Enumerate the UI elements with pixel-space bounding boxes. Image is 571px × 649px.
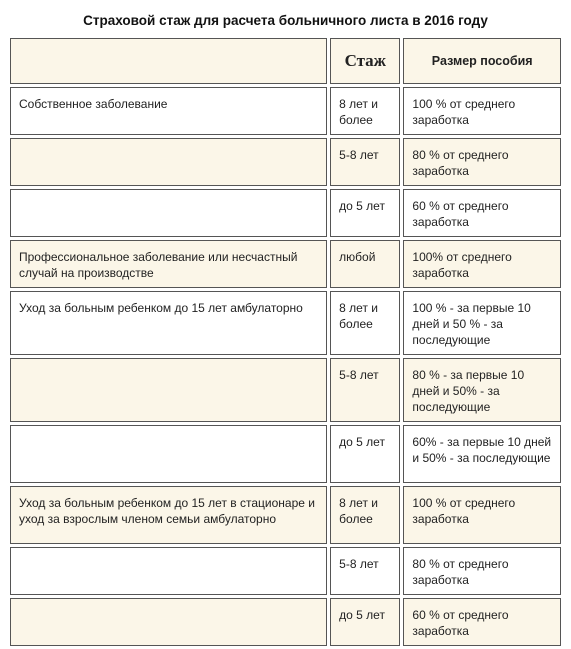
stazh-cell: 8 лет и более xyxy=(330,486,400,544)
stazh-cell: 5-8 лет xyxy=(330,138,400,186)
amount-cell: 100% от среднего заработка xyxy=(403,240,561,288)
table-row xyxy=(10,425,561,483)
table-row xyxy=(10,547,561,595)
condition-cell: Уход за больным ребенком до 15 лет в стационаре и уход за взрослым членом семьи амбулаторно xyxy=(10,486,327,544)
amount-cell: 60 % от среднего заработка xyxy=(403,598,561,646)
condition-cell: Собственное заболевание xyxy=(10,87,327,135)
stazh-cell: 5-8 лет xyxy=(330,358,400,422)
table-row xyxy=(10,240,561,288)
condition-cell: Профессиональное заболевание или несчастный случай на производстве xyxy=(10,240,327,288)
condition-cell xyxy=(10,189,327,237)
condition-cell xyxy=(10,358,327,422)
table-row xyxy=(10,87,561,135)
table-row xyxy=(10,138,561,186)
condition-cell xyxy=(10,547,327,595)
amount-cell: 100 % - за первые 10 дней и 50 % - за последующие xyxy=(403,291,561,355)
table-row xyxy=(10,189,561,237)
amount-cell: 80 % - за первые 10 дней и 50% - за последующие xyxy=(403,358,561,422)
condition-cell: Уход за больным ребенком до 15 лет амбулаторно xyxy=(10,291,327,355)
stazh-cell: до 5 лет xyxy=(330,189,400,237)
amount-cell: 100 % от среднего заработка xyxy=(403,486,561,544)
header-row xyxy=(10,38,561,84)
amount-cell: 60 % от среднего заработка xyxy=(403,189,561,237)
amount-cell: 80 % от среднего заработка xyxy=(403,138,561,186)
header-cell-condition xyxy=(10,38,327,84)
condition-cell xyxy=(10,598,327,646)
stazh-cell: 5-8 лет xyxy=(330,547,400,595)
page-title: Страховой стаж для расчета больничного листа в 2016 году xyxy=(83,13,488,28)
amount-cell: 60% - за первые 10 дней и 50% - за последующие xyxy=(403,425,561,483)
stazh-cell: до 5 лет xyxy=(330,425,400,483)
stazh-cell: 8 лет и более xyxy=(330,291,400,355)
table-row xyxy=(10,291,561,355)
stazh-cell: 8 лет и более xyxy=(330,87,400,135)
table-row xyxy=(10,598,561,646)
amount-cell: 100 % от среднего заработка xyxy=(403,87,561,135)
header-cell-amount: Размер пособия xyxy=(403,38,561,84)
amount-cell: 80 % от среднего заработка xyxy=(403,547,561,595)
stazh-cell: до 5 лет xyxy=(330,598,400,646)
stazh-cell: любой xyxy=(330,240,400,288)
sick-leave-table xyxy=(7,35,564,649)
condition-cell xyxy=(10,138,327,186)
table-row xyxy=(10,358,561,422)
condition-cell xyxy=(10,425,327,483)
header-cell-stazh: Стаж xyxy=(330,38,400,84)
table-row xyxy=(10,486,561,544)
